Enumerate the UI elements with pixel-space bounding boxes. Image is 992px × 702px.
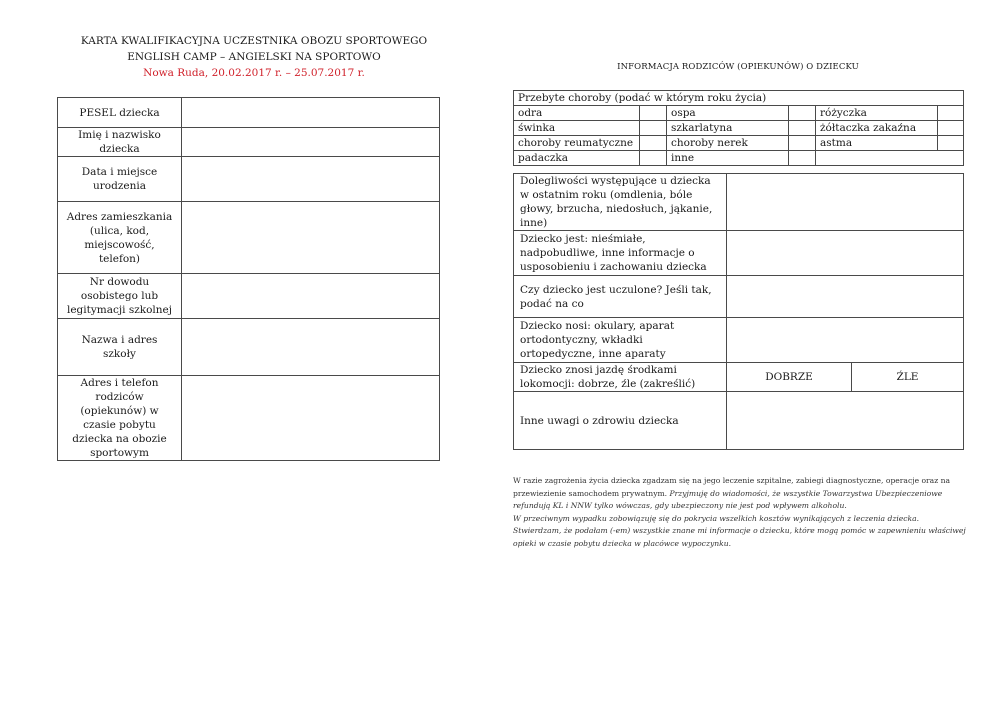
question-ailments: Dolegliwości występujące u dziecka w ostatnim roku (omdlenia, bóle głowy, brzucha, niedosłuch, jąkanie, inne) [514,174,727,231]
disease-year-field[interactable] [640,121,667,136]
question-travel: Dziecko znosi jazdę środkami lokomocji: dobrze, źle (zakreślić) [514,363,727,392]
table-row [514,231,964,276]
table-row [58,157,440,202]
disease-other-extra-field[interactable] [816,151,964,166]
row-label-name: Imię i nazwisko dziecka [58,128,182,157]
question-aids: Dziecko nosi: okulary, aparat ortodontyczny, wkładki ortopedyczne, inne aparaty [514,318,727,363]
row-label-address: Adres zamieszkania (ulica, kod, miejscowość, telefon) [58,202,182,274]
diseases-header: Przebyte choroby (podać w którym roku życia) [514,91,964,106]
question-temperament: Dziecko jest: nieśmiałe, nadpobudliwe, inne informacje o usposobieniu i zachowaniu dziecka [514,231,727,276]
table-row [514,121,964,136]
form-title: KARTA KWALIFIKACYJNA UCZESTNIKA OBOZU SPORTOWEGO [80,35,428,47]
disease-year-field[interactable] [938,121,964,136]
consent-note-part4: Stwierdzam, że podałam (-em) wszystkie znane mi informacje o dziecku, które mogą pomóc w zapewnieniu właściwej opieki w czasie pobytu dziecka w placówce wypoczynku. [513,526,966,548]
table-row [514,392,964,450]
question-other-notes: Inne uwagi o zdrowiu dziecka [514,392,727,450]
disease-label: astma [816,136,938,151]
disease-year-field[interactable] [640,136,667,151]
form-header [60,33,448,81]
disease-year-field[interactable] [789,121,816,136]
disease-label: choroby reumatyczne [514,136,640,151]
row-label-id-number: Nr dowodu osobistego lub legitymacji szkolnej [58,274,182,319]
table-row [514,363,964,392]
diseases-header-row [514,91,964,106]
disease-label: żółtaczka zakaźna [816,121,938,136]
option-good[interactable]: DOBRZE [727,363,852,392]
disease-year-field[interactable] [938,106,964,121]
name-field[interactable] [182,128,440,157]
id-number-field[interactable] [182,274,440,319]
row-label-school: Nazwa i adres szkoły [58,319,182,376]
disease-label: odra [514,106,640,121]
disease-label: ospa [667,106,789,121]
disease-year-field[interactable] [938,136,964,151]
disease-label: choroby nerek [667,136,789,151]
birth-field[interactable] [182,157,440,202]
table-row [58,128,440,157]
table-row [514,151,964,166]
other-notes-field[interactable] [727,392,964,450]
disease-label: świnka [514,121,640,136]
table-row [58,98,440,128]
row-label-parents: Adres i telefon rodziców (opiekunów) w czasie pobytu dziecka na obozie sportowym [58,376,182,461]
table-row [514,276,964,318]
disease-label: różyczka [816,106,938,121]
form-dates: Nowa Ruda, 20.02.2017 r. – 25.07.2017 r. [143,67,365,79]
consent-note-part3: W przeciwnym wypadku zobowiązuję się do pokrycia wszelkich kosztów wynikających z leczenia dziecka. [513,513,920,523]
temperament-field[interactable] [727,231,964,276]
table-row [58,376,440,461]
school-field[interactable] [182,319,440,376]
disease-other-field[interactable] [789,151,816,166]
parents-info-title: INFORMACJA RODZICÓW (OPIEKUNÓW) O DZIECKU [617,62,859,72]
row-label-birth: Data i miejsce urodzenia [58,157,182,202]
table-row [514,318,964,363]
form-subtitle: ENGLISH CAMP – ANGIELSKI NA SPORTOWO [127,51,381,63]
diseases-table [513,90,964,166]
disease-label: padaczka [514,151,640,166]
aids-field[interactable] [727,318,964,363]
participant-data-table [57,97,440,461]
disease-year-field[interactable] [789,136,816,151]
table-row [58,319,440,376]
disease-label: inne [667,151,789,166]
question-allergies: Czy dziecko jest uczulone? Jeśli tak, podać na co [514,276,727,318]
table-row [514,106,964,121]
disease-year-field[interactable] [789,106,816,121]
address-field[interactable] [182,202,440,274]
pesel-field[interactable] [182,98,440,128]
consent-note-part2: Przyjmuję do wiadomości, że wszystkie Towarzystwa Ubezpieczeniowe refundują KL i NNW tylko wówczas, gdy ubezpieczony nie jest pod wpływem alkoholu. [513,488,943,511]
consent-note-part1: W razie zagrożenia życia dziecka zgadzam się na jego leczenie szpitalne, zabiegi diagnostyczne, operacje oraz na przewiezienie samochodem prywatnym. [513,476,951,498]
consent-note [513,475,971,551]
disease-label: szkarlatyna [667,121,789,136]
row-label-pesel: PESEL dziecka [58,98,182,128]
table-row [58,202,440,274]
table-row [58,274,440,319]
table-row [514,136,964,151]
table-row [514,174,964,231]
disease-year-field[interactable] [640,106,667,121]
parents-field[interactable] [182,376,440,461]
option-bad[interactable]: ŹLE [852,363,964,392]
allergies-field[interactable] [727,276,964,318]
ailments-field[interactable] [727,174,964,231]
disease-year-field[interactable] [640,151,667,166]
health-info-table [513,173,964,450]
